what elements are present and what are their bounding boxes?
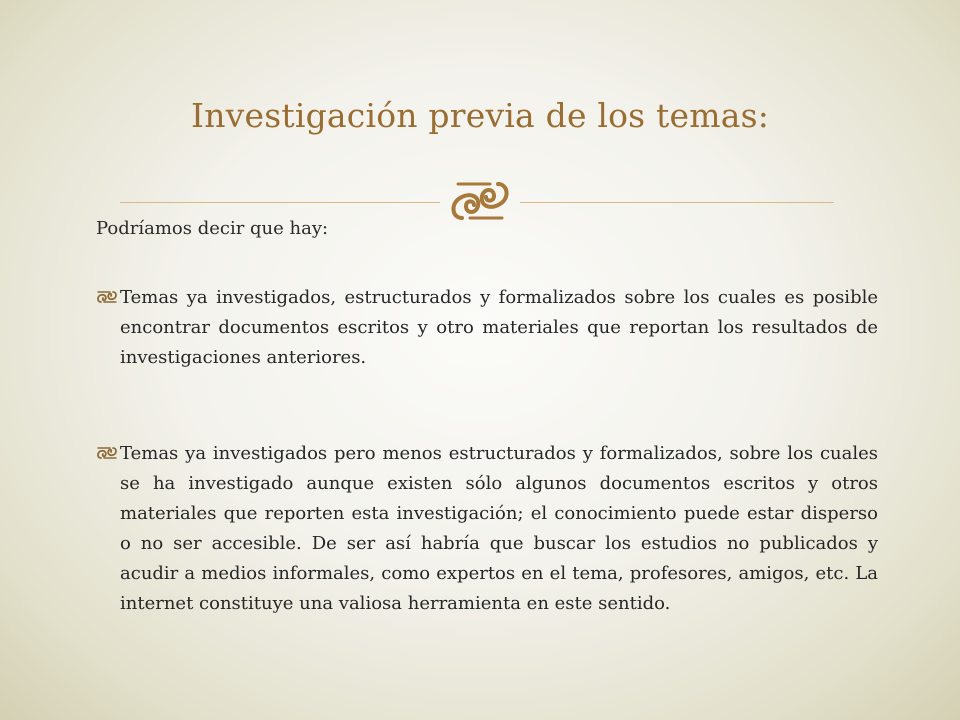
bullet-text: Temas ya investigados pero menos estructurados y formalizados, sobre los cuales se ha investigado aunque existen sólo algunos documentos escritos y otros materiales que reporten esta investigación; el conocimiento puede estar disperso o no ser accesible. De ser así habría que buscar los estudios no publicados y acudir a medios informales, como expertos en el tema, profesores, amigos, etc. La internet constituye una valiosa herramienta en este sentido. <box>120 443 878 614</box>
intro-text: Podríamos decir que hay: <box>96 218 329 239</box>
title-divider-right <box>520 202 834 203</box>
bullet-text: Temas ya investigados, estructurados y formalizados sobre los cuales es posible encontrar documentos escritos y otro materiales que reportan los resultados de investigaciones anteriores. <box>120 287 878 368</box>
flourish-ornament-icon <box>444 174 516 228</box>
slide-title: Investigación previa de los temas: <box>190 96 770 135</box>
list-item <box>96 439 878 619</box>
title-divider-left <box>120 202 440 203</box>
flourish-bullet-icon <box>96 289 118 305</box>
flourish-bullet-icon <box>96 445 118 461</box>
list-item <box>96 283 878 373</box>
